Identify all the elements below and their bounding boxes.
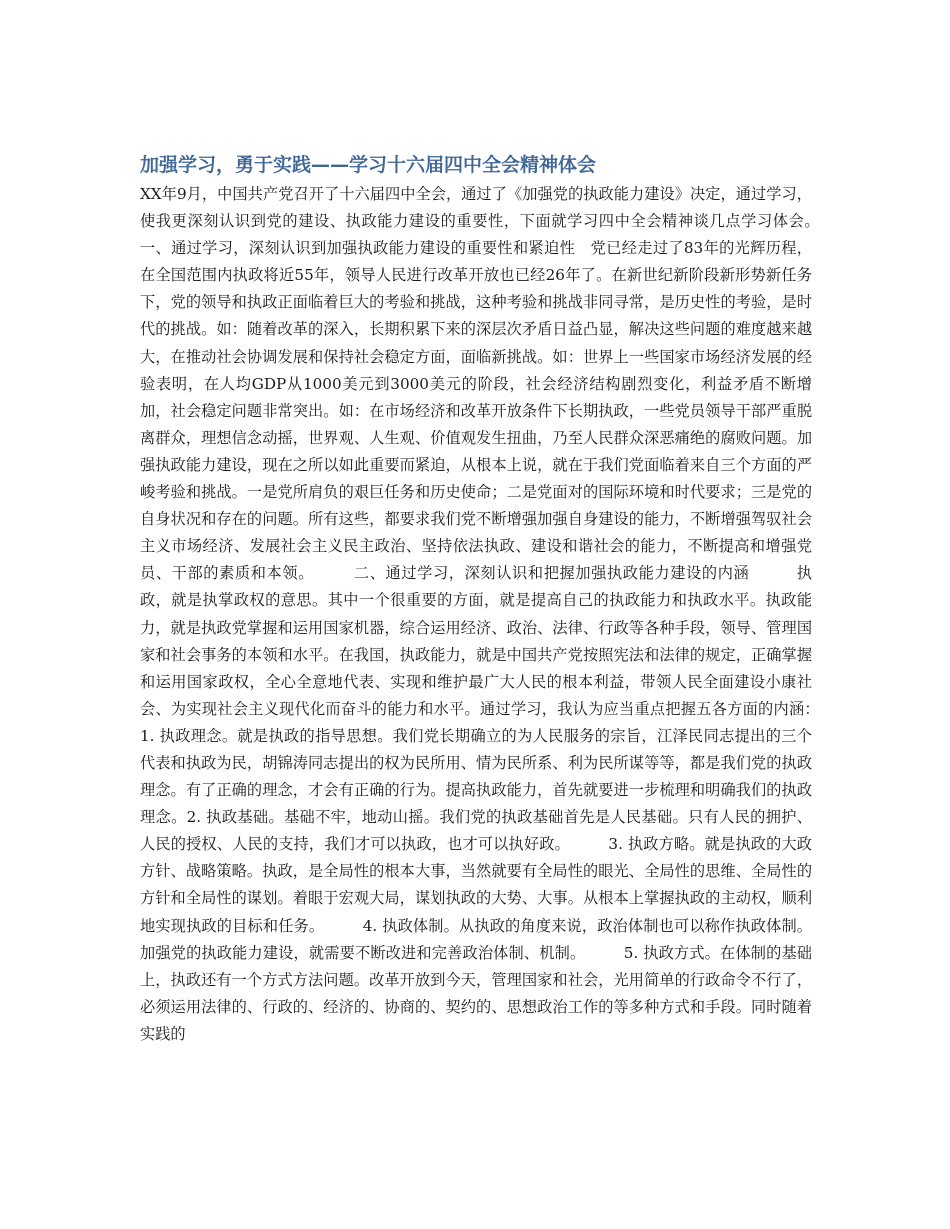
- document-body: XX年9月，中国共产党召开了十六届四中全会，通过了《加强党的执政能力建设》决定，通过学习，使我更深刻认识到党的建设、执政能力建设的重要性，下面就学习四中全会精神谈几点学习体会。 一、通过学习，深刻认识到加强执政能力建设的重要性和紧迫性 党已经走过了83年的光辉历程，在全国范围内执政将近55年，领导人民进行改革开放也已经26年了。在新世纪新阶段新形势新任务下，党的领导和执政正面临着巨大的考验和挑战，这种考验和挑战非同寻常，是历史性的考验，是时代的挑战。如：随着改革的深入，长期积累下来的深层次矛盾日益凸显，解决这些问题的难度越来越大，在推动社会协调发展和保持社会稳定方面，面临新挑战。如：世界上一些国家市场经济发展的经验表明，在人均GDP从1000美元到3000美元的阶段，社会经济结构剧烈变化，利益矛盾不断增加，社会稳定问题非常突出。如：在市场经济和改革开放条件下长期执政，一些党员领导干部严重脱离群众，理想信念动摇，世界观、人生观、价值观发生扭曲，乃至人民群众深恶痛绝的腐败问题。加强执政能力建设，现在之所以如此重要而紧迫，从根本上说，就在于我们党面临着来自三个方面的严峻考验和挑战。一是党所肩负的艰巨任务和历史使命；二是党面对的国际环境和时代要求；三是党的自身状况和存在的问题。所有这些，都要求我们党不断增强加强自身建设的能力，不断增强驾驭社会主义市场经济、发展社会主义民主政治、坚持依法执政、建设和谐社会的能力，不断提高和增强党员、干部的素质和本领。 二、通过学习，深刻认识和把握加强执政能力建设的内涵 执政，就是执掌政权的意思。其中一个很重要的方面，就是提高自己的执政能力和执政水平。执政能力，就是执政党掌握和运用国家机器，综合运用经济、政治、法律、行政等各种手段，领导、管理国家和社会事务的本领和水平。在我国，执政能力，就是中国共产党按照宪法和法律的规定，正确掌握和运用国家政权，全心全意地代表、实现和维护最广大人民的根本利益，带领人民全面建设小康社会、为实现社会主义现代化而奋斗的能力和水平。通过学习，我认为应当重点把握五各方面的内涵： 1. 执政理念。就是执政的指导思想。我们党长期确立的为人民服务的宗旨，江泽民同志提出的三个代表和执政为民，胡锦涛同志提出的权为民所用、情为民所系、利为民所谋等等，都是我们党的执政理念。有了正确的理念，才会有正确的行为。提高执政能力，首先就要进一步梳理和明确我们的执政理念。2. 执政基础。基础不牢，地动山摇。我们党的执政基础首先是人民基础。只有人民的拥护、人民的授权、人民的支持，我们才可以执政，也才可以执好政。 3. 执政方略。就是执政的大政方针、战略策略。执政，是全局性的根本大事，当然就要有全局性的眼光、全局性的思维、全局性的方针和全局性的谋划。着眼于宏观大局，谋划执政的大势、大事。从根本上掌握执政的主动权，顺利地实现执政的目标和任务。 4. 执政体制。从执政的角度来说，政治体制也可以称作执政体制。加强党的执政能力建设，就需要不断改进和完善政治体制、机制。 5. 执政方式。在体制的基础上，执政还有一个方式方法问题。改革开放到今天，管理国家和社会，光用简单的行政命令不行了，必须运用法律的、行政的、经济的、协商的、契约的、思想政治工作的等多种方式和手段。同时随着实践的: [140, 185, 858, 1043]
- document-title: 加强学习，勇于实践——学习十六届四中全会精神体会: [140, 154, 597, 176]
